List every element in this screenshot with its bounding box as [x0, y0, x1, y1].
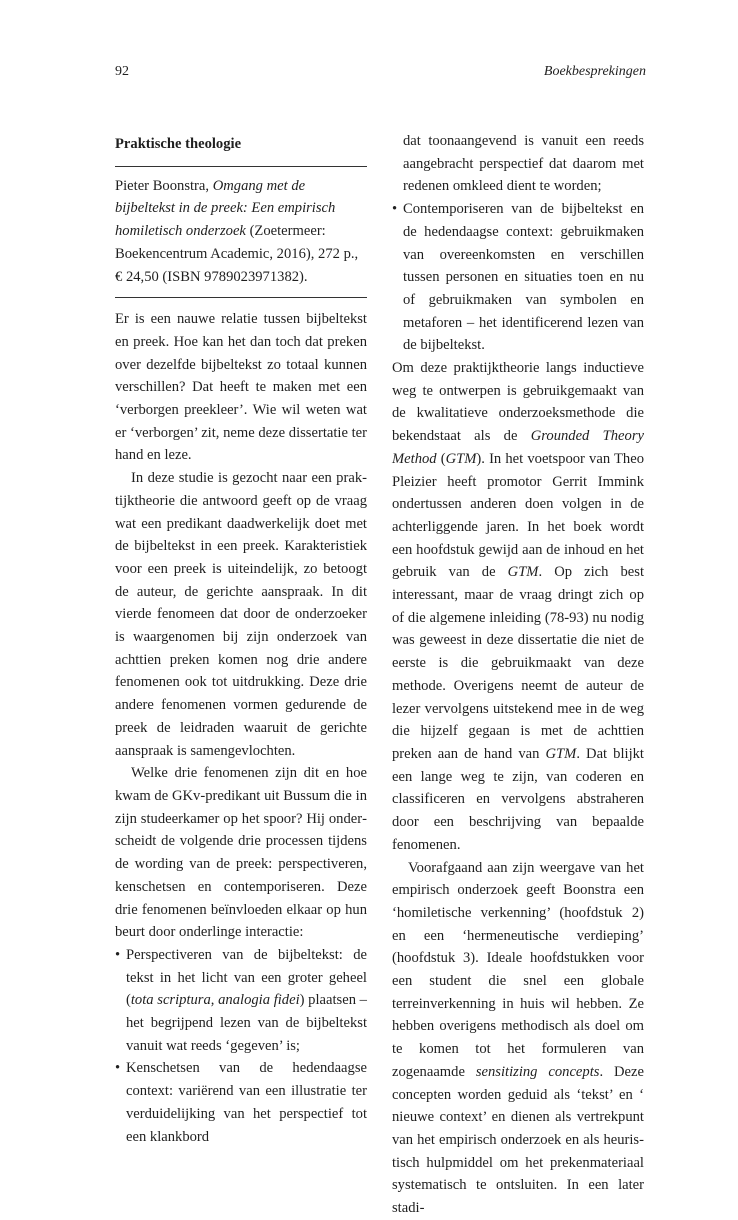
- running-title: Boekbesprekingen: [543, 64, 646, 79]
- list-item-text: ,: [210, 992, 219, 1009]
- left-column: [115, 130, 367, 1148]
- paragraph-italic: Grounded Theory Method: [392, 428, 644, 467]
- paragraph-text: . Deze concepten worden geduid als ‘tekst’ en ‘ nieuwe context’ en dienen als vertrekpunt van het empirisch onderzoek en als heuristisch hulpmiddel om het prekenmateriaal systematisch te ontsluiten. In een later stadi-: [392, 1063, 644, 1217]
- list-item-italic: analogia fidei: [218, 992, 300, 1009]
- paragraph-italic: GTM: [507, 564, 539, 581]
- paragraph-italic: GTM: [445, 450, 477, 467]
- paragraph: [392, 857, 644, 1220]
- book-citation: [115, 175, 367, 289]
- right-column: [392, 130, 644, 1220]
- paragraph-text: Voorafgaand aan zijn weergave van het empirisch onderzoek geeft Boonstra een ‘homiletische verkenning’ (hoofdstuk 2) en een ‘hermeneutische verdieping’ (hoofdstuk 3). Ideale hoofdstukken voor een student die snel een globale terreinverkenning in huis wil hebben. Ze hebben overigens methodisch als doel om te komen tot het formuleren van zogenaamde: [392, 859, 644, 1080]
- paragraph-text: . Op zich best interessant, maar de vraag dringt zich op of die algemene inleiding (78-93) nu nodig was geweest in deze dissertatie die niet de eerste is die gebruikmaakt van deze methode. Overigens neemt de auteur de lezer vervolgens uitstekend mee in de weg die hijzelf gegaan is met de achttien preken aan de hand van: [392, 564, 644, 762]
- paragraph-italic: GTM: [545, 745, 577, 762]
- citation-details: (Zoetermeer: Boekencentrum Academic, 2016), 272 p., € 24,50 (ISBN 9789023971382).: [115, 223, 359, 285]
- paragraph: In deze studie is gezocht naar een praktijktheorie die antwoord geeft op de vraag wat een predikant daadwerkelijk doet met de bijbeltekst in een preek. Karakteristiek voor een preek is uiteindelijk, zo betoogt de auteur, de gerichte aanspraak. In dit vierde fenomeen dat door de onderzoeker is waargenomen bij zijn onderzoek van achttien preken komen nog drie andere fenomenen ook tot uitdrukking. Deze drie andere fenomenen vormen gedurende de preek de leidraden waaruit de gerichte aanspraak is samengevlochten.: [115, 470, 367, 759]
- citation-title: Omgang met de bijbeltekst in de preek: Een empirisch homiletisch onderzoek: [115, 177, 336, 240]
- paragraph-text: . Dat blijkt een lange weg te zijn, van coderen en classificeren en vervolgens abstraheren door een beschrijving van bepaalde fenomenen.: [392, 745, 644, 853]
- paragraph-italic: sensitizing concepts: [475, 1063, 600, 1080]
- list-item-continued: dat toonaangevend is vanuit een reeds aangebracht perspectief dat daarom met redenen omkleed dient te worden;: [403, 133, 644, 195]
- list-item: • Contemporiseren van de bijbeltekst en de hedendaagse context: gebruikmaken van overeenkomsten en verschillen tussen personen en situaties toen en nu of gebruikmaken van symbolen en metaforen – het identificerend lezen van de bijbeltekst.: [392, 198, 644, 357]
- paragraph: [392, 357, 644, 856]
- paragraph: Er is een nauwe relatie tussen bijbeltekst en preek. Hoe kan het dan toch dat preken over dezelfde bijbeltekst zo totaal kunnen verschillen? Dat heeft te maken met een ‘verborgen preekleer’. Wie wil weten wat er ‘verborgen’ zit, neme deze dissertatie ter hand en leze.: [115, 311, 367, 464]
- list-item: [115, 944, 367, 1058]
- list-item-text: Perspectiveren van de bijbeltekst: de tekst in het licht van een groter geheel (: [126, 946, 367, 1009]
- paragraph-text: ). In het voetspoor van Theo Pleizier heeft promotor Gerrit Immink ondertussen anderen doen volgen in de achterliggende jaren. In het boek wordt een hoofdstuk gewijd aan de inhoud en het gebruik van de: [392, 450, 644, 581]
- section-title: Praktische theologie: [115, 136, 242, 152]
- list-item: • Kenschetsen van de hedendaagse context: variërend van een illustratie ter verduidelijking van het perspectief tot een klankbord: [115, 1057, 367, 1148]
- bullet-list: [115, 944, 367, 1148]
- citation-author: Pieter Boonstra,: [115, 177, 213, 194]
- paragraph-text: (: [436, 450, 446, 467]
- paragraph: Welke drie fenomenen zijn dit en hoe kwam de GKv-predikant uit Bussum die in zijn studeerkamer op het spoor? Hij onderscheidt de volgende drie processen tijdens de wording van de preek: perspectiveren, kenschetsen en contemporiseren. Deze drie fenomenen beïnvloeden elkaar op hun beurt door onderlinge interactie:: [115, 765, 367, 941]
- citation-top-rule: [115, 166, 367, 167]
- paragraph-text: Om deze praktijktheorie langs inductieve weg te ontwerpen is gebruikgemaakt van de kwalitatieve onderzoeksmethode die bekendstaat als de: [392, 360, 644, 445]
- page-number: 92: [115, 64, 129, 79]
- list-item-italic: tota scriptura: [130, 992, 211, 1009]
- bullet-list: [392, 130, 644, 357]
- list-item-text: ) plaatsen – het begrijpend lezen van de bijbeltekst vanuit wat reeds ‘gegeven’ is;: [126, 992, 367, 1054]
- page-header: [115, 61, 646, 85]
- citation-bottom-rule: [115, 297, 367, 298]
